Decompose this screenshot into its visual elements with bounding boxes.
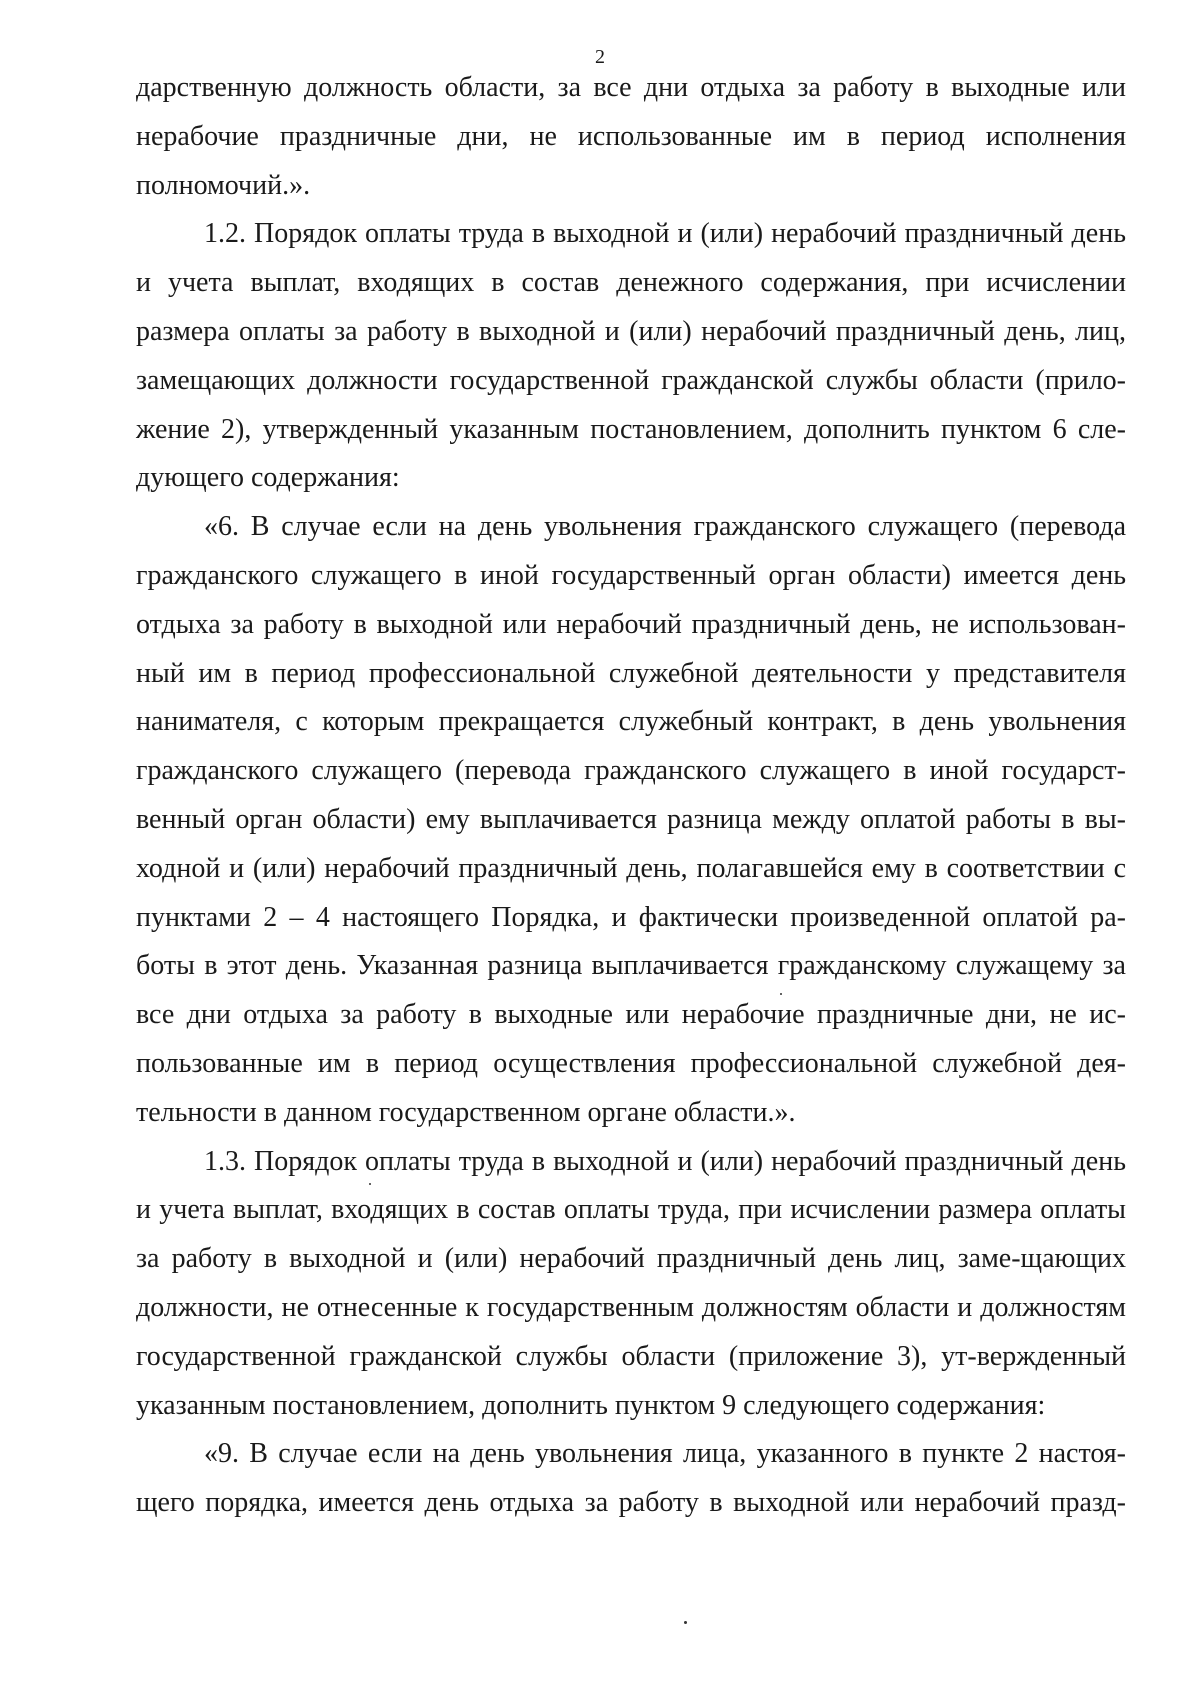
paragraph-item-9: «9. В случае если на день увольнения лица, указанного в пункте 2 настоя-щего порядка, имеется день отдыха за работу в выходной или нерабочий празд- <box>136 1438 1126 1519</box>
page-number: 2 <box>595 46 605 68</box>
scan-speck <box>684 1621 687 1624</box>
paragraph-item-1-2: 1.2. Порядок оплаты труда в выходной и (или) нерабочий праздничный день и учета выплат, входящих в состав денежного содержания, при исчислении размера оплаты за работу в выходной и (или) нерабочий праздничный день, лиц, замещающих должности государственной гражданской службы области (прило-жение 2), утвержденный указанным постановлением, дополнить пунктом 6 сле-дующего содержания: <box>136 218 1126 494</box>
scan-speck <box>780 993 782 995</box>
paragraph-continuation: дарственную должность области, за все дни отдыха за работу в выходные или нерабочие праздничные дни, не использованные им в период исполнения полномочий.». <box>136 72 1126 201</box>
paragraph-item-1-3: 1.3. Порядок оплаты труда в выходной и (или) нерабочий праздничный день и учета выплат, входящих в состав оплаты труда, при исчислении размера оплаты за работу в выходной и (или) нерабочий праздничный день лиц, заме-щающих должности, не отнесенные к государственным должностям области и должностям государственной гражданской службы области (приложение 3), ут-вержденный указанным постановлением, дополнить пунктом 9 следующего содержания: <box>136 1145 1126 1421</box>
paragraph-item-6: «6. В случае если на день увольнения гражданского служащего (перевода гражданского служащего в иной государственный орган области) имеется день отдыха за работу в выходной или нерабочий праздничный день, не использован-ный им в период профессиональной служебной деятельности у представителя нанимателя, с которым прекращается служебный контракт, в день увольнения гражданского служащего (перевода гражданского служащего в иной государст-венный орган области) ему выплачивается разница между оплатой работы в вы-ходной и (или) нерабочий праздничный день, полагавшейся ему в соответствии с пунктами 2 – 4 настоящего Порядка, и фактически произведенной оплатой ра-боты в этот день. Указанная разница выплачивается гражданскому служащему за все дни отдыха за работу в выходные или нерабочие праздничные дни, не ис-пользованные им в период осуществления профессиональной служебной дея-тельности в данном государственном органе области.». <box>136 511 1126 1128</box>
scan-speck <box>369 1183 371 1185</box>
document-body <box>136 64 1126 1528</box>
